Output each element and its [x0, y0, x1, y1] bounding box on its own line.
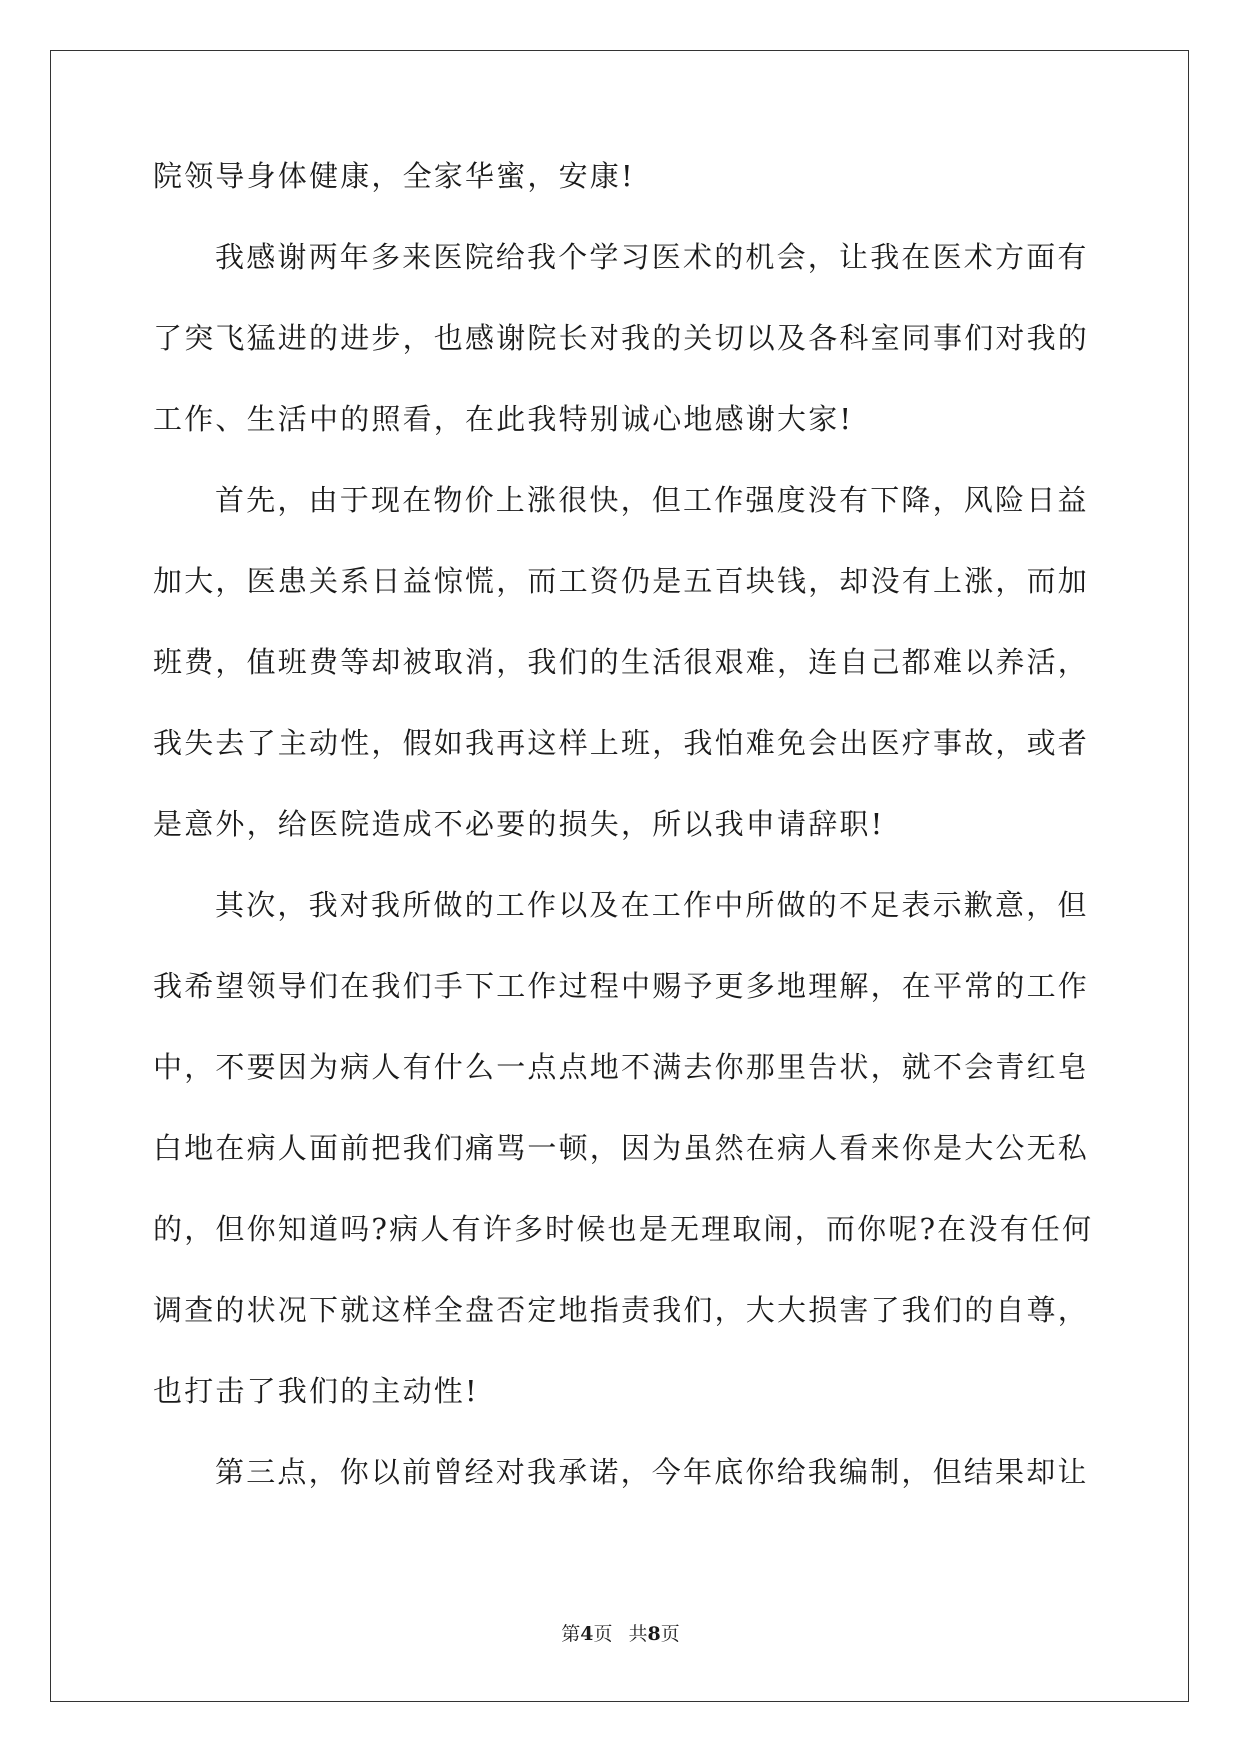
text-line: 白地在病人面前把我们痛骂一顿，因为虽然在病人看来你是大公无私	[153, 1131, 1090, 1165]
paragraph-start-line: 第三点，你以前曾经对我承诺，今年底你给我编制，但结果却让	[215, 1455, 1089, 1489]
paragraph-start-line: 其次，我对我所做的工作以及在工作中所做的不足表示歉意，但	[215, 888, 1089, 922]
text-line: 我希望领导们在我们手下工作过程中赐予更多地理解，在平常的工作	[153, 969, 1090, 1003]
total-pages-number: 8	[647, 1623, 661, 1645]
text-line: 中，不要因为病人有什么一点点地不满去你那里告状，就不会青红皂	[153, 1050, 1090, 1084]
paragraph-start-line: 首先，由于现在物价上涨很快，但工作强度没有下降，风险日益	[215, 483, 1089, 517]
text-line: 加大，医患关系日益惊慌，而工资仍是五百块钱，却没有上涨，而加	[153, 564, 1090, 598]
text-line: 我失去了主动性，假如我再这样上班，我怕难免会出医疗事故，或者	[153, 726, 1090, 760]
text-line: 的，但你知道吗?病人有许多时候也是无理取闹，而你呢?在没有任何	[153, 1212, 1094, 1246]
text-line: 调查的状况下就这样全盘否定地指责我们，大大损害了我们的自尊，	[153, 1293, 1090, 1327]
page-number-footer	[0, 1622, 1241, 1646]
text-line: 也打击了我们的主动性!	[153, 1374, 479, 1408]
footer-prefix: 第	[561, 1623, 581, 1645]
text-line: 是意外，给医院造成不必要的损失，所以我申请辞职!	[153, 807, 885, 841]
text-line: 工作、生活中的照看，在此我特别诚心地感谢大家!	[153, 402, 854, 436]
text-line: 院领导身体健康，全家华蜜，安康!	[153, 159, 635, 193]
text-line: 班费，值班费等却被取消，我们的生活很艰难，连自己都难以养活，	[153, 645, 1090, 679]
current-page-number: 4	[580, 1623, 594, 1645]
footer-page-suffix: 页	[593, 1623, 613, 1645]
document-body	[153, 158, 1094, 1535]
paragraph-start-line: 我感谢两年多来医院给我个学习医术的机会，让我在医术方面有	[215, 240, 1089, 274]
footer-total-prefix: 共	[628, 1623, 648, 1645]
footer-total-suffix: 页	[660, 1623, 680, 1645]
text-line: 了突飞猛进的进步，也感谢院长对我的关切以及各科室同事们对我的	[153, 321, 1090, 355]
